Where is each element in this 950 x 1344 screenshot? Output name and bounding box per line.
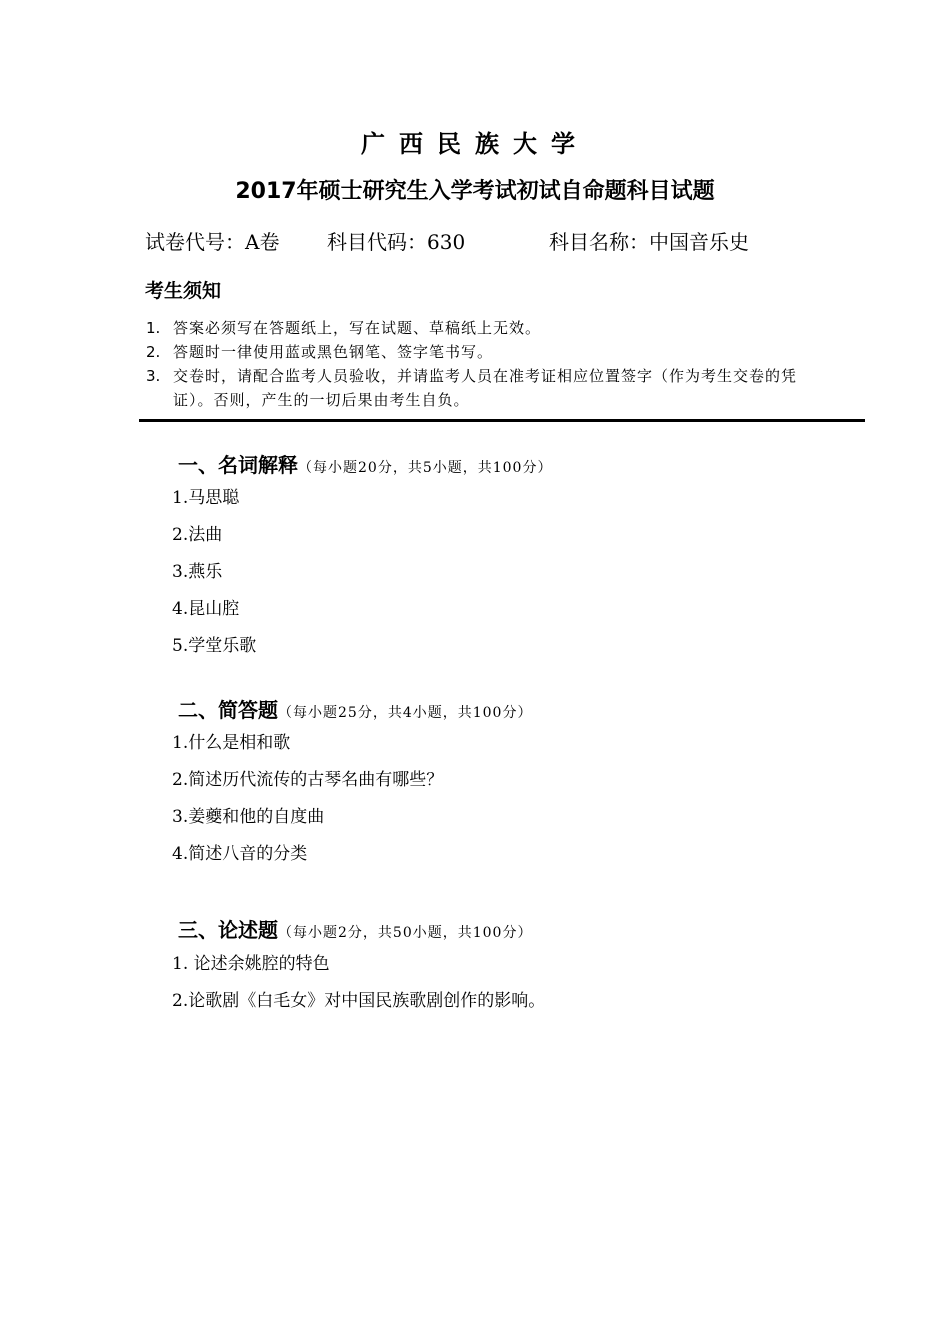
section-score-note: （每小题25分，共4小题，共100分） [278, 705, 533, 721]
section-title: 一、名词解释 [178, 453, 298, 477]
section-heading [178, 449, 552, 478]
notice-heading: 考生须知 [145, 280, 222, 302]
question-list [172, 952, 545, 1026]
subject-code: 科目代码：630 [327, 230, 466, 254]
notice-text: 答案必须写在答题纸上，写在试题、草稿纸上无效。 [173, 319, 542, 337]
divider-rule [139, 419, 865, 422]
question-item: 4.昆山腔 [172, 599, 240, 619]
notice-item [146, 364, 836, 412]
question-item: 4.简述八音的分类 [172, 844, 308, 864]
question-item: 2.简述历代流传的古琴名曲有哪些？ [172, 770, 444, 790]
question-list [172, 731, 443, 879]
question-item: 3.姜夔和他的自度曲 [172, 807, 325, 827]
notice-number: 3. [146, 367, 161, 385]
exam-meta [145, 226, 749, 255]
question-item: 1.什么是相和歌 [172, 733, 291, 753]
section-score-note: （每小题20分，共5小题，共100分） [298, 460, 553, 476]
section-heading [178, 694, 532, 723]
notice-item [146, 340, 836, 364]
section-title: 三、论述题 [178, 918, 278, 942]
subject-name: 科目名称：中国音乐史 [549, 230, 749, 254]
question-item: 1. 论述余姚腔的特色 [172, 954, 330, 974]
question-item: 1.马思聪 [172, 488, 240, 508]
question-item: 3.燕乐 [172, 562, 223, 582]
notice-text: 交卷时，请配合监考人员验收，并请监考人员在准考证相应位置签字（作为考生交卷的凭证）。否则，产生的一切后果由考生自负。 [173, 367, 798, 409]
section-score-note: （每小题2分，共50小题，共100分） [278, 925, 533, 941]
university-name: 广西民族大学 [361, 130, 589, 158]
notice-text: 答题时一律使用蓝或黑色钢笔、签字笔书写。 [173, 343, 494, 361]
section-heading [178, 914, 532, 943]
question-list [172, 486, 256, 671]
notice-number: 2. [146, 343, 161, 361]
exam-title: 2017年硕士研究生入学考试初试自命题科目试题 [235, 179, 715, 204]
question-item: 2.法曲 [172, 525, 223, 545]
notice-number: 1. [146, 319, 161, 337]
question-item: 5.学堂乐歌 [172, 636, 257, 656]
notice-item [146, 316, 836, 340]
paper-code: 试卷代号：A卷 [145, 230, 280, 254]
notice-list [146, 316, 836, 412]
question-item: 2.论歌剧《白毛女》对中国民族歌剧创作的影响。 [172, 991, 546, 1011]
section-title: 二、简答题 [178, 698, 278, 722]
